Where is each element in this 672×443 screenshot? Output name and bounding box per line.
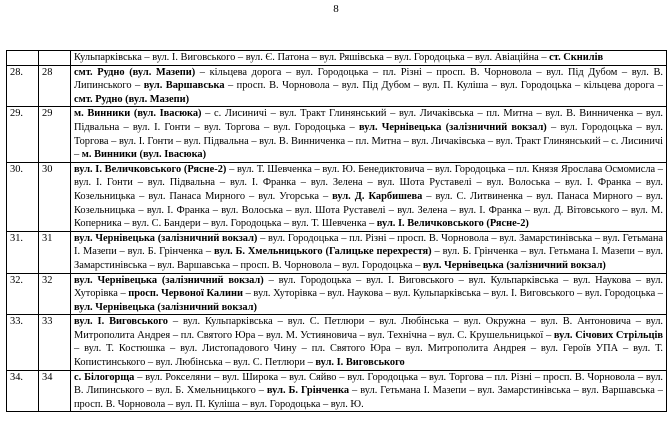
- route-terminal-stop: вул. Чернівецька (залізничний вокзал): [422, 259, 606, 271]
- route-description: [71, 107, 667, 162]
- route-terminal-stop: вул. І. Виговського: [74, 316, 168, 328]
- table-row: [7, 65, 667, 107]
- route-terminal-stop: вул. Чернівецька (залізничний вокзал): [74, 232, 258, 244]
- route-number: 31: [39, 231, 71, 273]
- route-number: 33: [39, 315, 71, 370]
- row-index: 34.: [7, 370, 39, 412]
- route-terminal-stop: вул. І. Величковського (Рясне-2): [74, 163, 227, 175]
- route-segment: – вул. Городоцька – пл. Різні – просп. В. Чорновола – вул. Замарстинівська – вул. Гетьмана І. Мазепи – вул. Б. Грінченка –: [74, 232, 663, 258]
- route-terminal-stop: вул. Д. Карбишева: [332, 190, 423, 202]
- row-index: 33.: [7, 315, 39, 370]
- table-row: [7, 273, 667, 315]
- route-terminal-stop: вул. Б. Грінченка: [266, 385, 350, 397]
- route-terminal-stop: просп. Червоної Калини: [128, 288, 243, 300]
- route-terminal-stop: м. Винники (вул. Івасюка): [81, 149, 207, 161]
- route-description: [71, 273, 667, 315]
- route-number: 32: [39, 273, 71, 315]
- route-segment: – вул. Кульпарківська – вул. С. Петлюри – вул. Любінська – вул. Окружна – вул. В. Антоновича – вул. Митрополита Андрея – пл. Святого Юра – вул. М. Устияновича – вул. Технічна – вул. С. Крушельницької –: [74, 316, 663, 341]
- route-segment: – вул. Рокселяни – вул. Широка – вул. Сяйво – вул. Городоцька – вул. Торгова – пл. Різні – просп. В. Чорновола – вул. В. Липинського – вул. Б. Хмельницького –: [74, 371, 663, 397]
- route-description: [71, 370, 667, 412]
- route-segment: – вул. Т. Костюшка – вул. Листопадового Чину – пл. Святого Юра – вул. Митрополита Андрея – вул. Героїв УПА – вул. Т. Копистинського – вул. Любінська – вул. С. Петлюри –: [74, 343, 663, 369]
- route-segment: – с. Лисиничі – вул. Тракт Глинянський – вул. Личаківська – пл. Митна – вул. В. Винниченка – вул. Підвальна – вул. І. Гонти – вул. Торгова – вул. Городоцька –: [74, 108, 663, 133]
- route-segment: – вул. Городоцька – вул. Торгова – вул. І. Гонти – вул. Підвальна – вул. В. Винниченка – пл. Митна – вул. Личаківська – вул. Тракт Глинянський – с. Лисиничі –: [74, 121, 664, 161]
- route-segment: – вул. Городоцька – вул. І. Виговського – вул. Кульпарківська – вул. Наукова – вул. Хуторівка –: [74, 274, 663, 300]
- table-row: [7, 162, 667, 231]
- route-description: [71, 65, 667, 107]
- table-row: [7, 51, 667, 66]
- route-number: 28: [39, 65, 71, 107]
- page-number: 8: [333, 3, 339, 15]
- route-terminal-stop: вул. Варшавська: [143, 80, 225, 92]
- route-description: [71, 231, 667, 273]
- row-index: 29.: [7, 107, 39, 162]
- route-terminal-stop: вул. Б. Хмельницького (Галицьке перехрестя): [214, 246, 432, 258]
- route-terminal-stop: вул. Чернівецька (залізничний вокзал): [358, 121, 547, 133]
- row-index: 28.: [7, 65, 39, 107]
- route-segment: – вул. Гетьмана І. Мазепи – вул. Замарстинівська – вул. Варшавська – просп. В. Чорновола – вул. П. Куліша – вул. Городоцька – вул. Ю.: [74, 385, 663, 410]
- route-description: [71, 315, 667, 370]
- route-description: [71, 51, 667, 66]
- routes-table: [6, 50, 667, 412]
- route-segment: Кульпарківська – вул. І. Виговського – вул. Є. Патона – вул. Ряшівська – вул. Городоцька – вул. Авіаційна –: [74, 52, 550, 63]
- route-segment: – вул. С. Литвиненка – вул. Панаса Мирного – вул. Козельницька – вул. І. Франка – вул. Волоська – вул. Шота Руставелі – вул. Зелена – вул. І. Франка – вул. Д. Вітовського – вул. М. Коперника – вул. С. Бандери – вул. Городоцька – вул. Т. Шевченка –: [74, 190, 663, 230]
- route-segment: – вул. Б. Грінченка – вул. Гетьмана І. Мазепи – вул. Замарстинівська – вул. Варшавська – просп. В. Чорновола – вул. Городоцька –: [74, 246, 663, 271]
- route-segment: – вул. Хуторівка – вул. Наукова – вул. Кульпарківська – вул. І. Виговського – вул. Городоцька –: [242, 288, 664, 300]
- route-number: 29: [39, 107, 71, 162]
- route-segment: – кільцева дорога – вул. Городоцька – пл. Різні – просп. В. Чорновола – вул. Під Дубом – вул. В. Липинського –: [74, 66, 663, 92]
- route-terminal-stop: вул. І. Величковського (Рясне-2): [376, 218, 529, 230]
- route-terminal-stop: вул. І. Виговського: [315, 357, 405, 369]
- route-segment: – просп. В. Чорновола – вул. Під Дубом – вул. П. Куліша – вул. Городоцька – кільцева дорога –: [224, 80, 663, 92]
- row-index: [7, 51, 39, 66]
- route-description: [71, 162, 667, 231]
- table-row: [7, 315, 667, 370]
- table-row: [7, 107, 667, 162]
- route-terminal-stop: м. Винники (вул. Івасюка): [74, 108, 202, 120]
- row-index: 32.: [7, 273, 39, 315]
- table-row: [7, 370, 667, 412]
- route-terminal-stop: вул. Чернівецька (залізничний вокзал): [74, 274, 264, 286]
- route-number: 30: [39, 162, 71, 231]
- route-number: 34: [39, 370, 71, 412]
- route-number: [39, 51, 71, 66]
- route-terminal-stop: смт. Рудно (вул. Мазепи): [74, 93, 190, 105]
- route-segment: – вул. Т. Шевченка – вул. Ю. Бенедиктовича – вул. Городоцька – пл. Князя Ярослава Осмомисла – вул. І. Гонти – вул. Підвальна – вул. І. Франка – вул. Зелена – вул. Шота Руставелі – вул. Волоська – вул. І. Франка – вул. Козельницька – вул. Панаса Мирного – вул. Угорська –: [74, 163, 664, 202]
- row-index: 31.: [7, 231, 39, 273]
- route-terminal-stop: вул. Чернівецька (залізничний вокзал): [74, 301, 257, 313]
- routes-table-body: [7, 51, 667, 412]
- route-terminal-stop: вул. Січових Стрільців: [553, 329, 663, 341]
- row-index: 30.: [7, 162, 39, 231]
- route-terminal-stop: ст. Скнилів: [549, 52, 604, 63]
- table-row: [7, 231, 667, 273]
- route-terminal-stop: с. Білогорща: [74, 371, 135, 383]
- route-terminal-stop: смт. Рудно (вул. Мазепи): [74, 66, 196, 78]
